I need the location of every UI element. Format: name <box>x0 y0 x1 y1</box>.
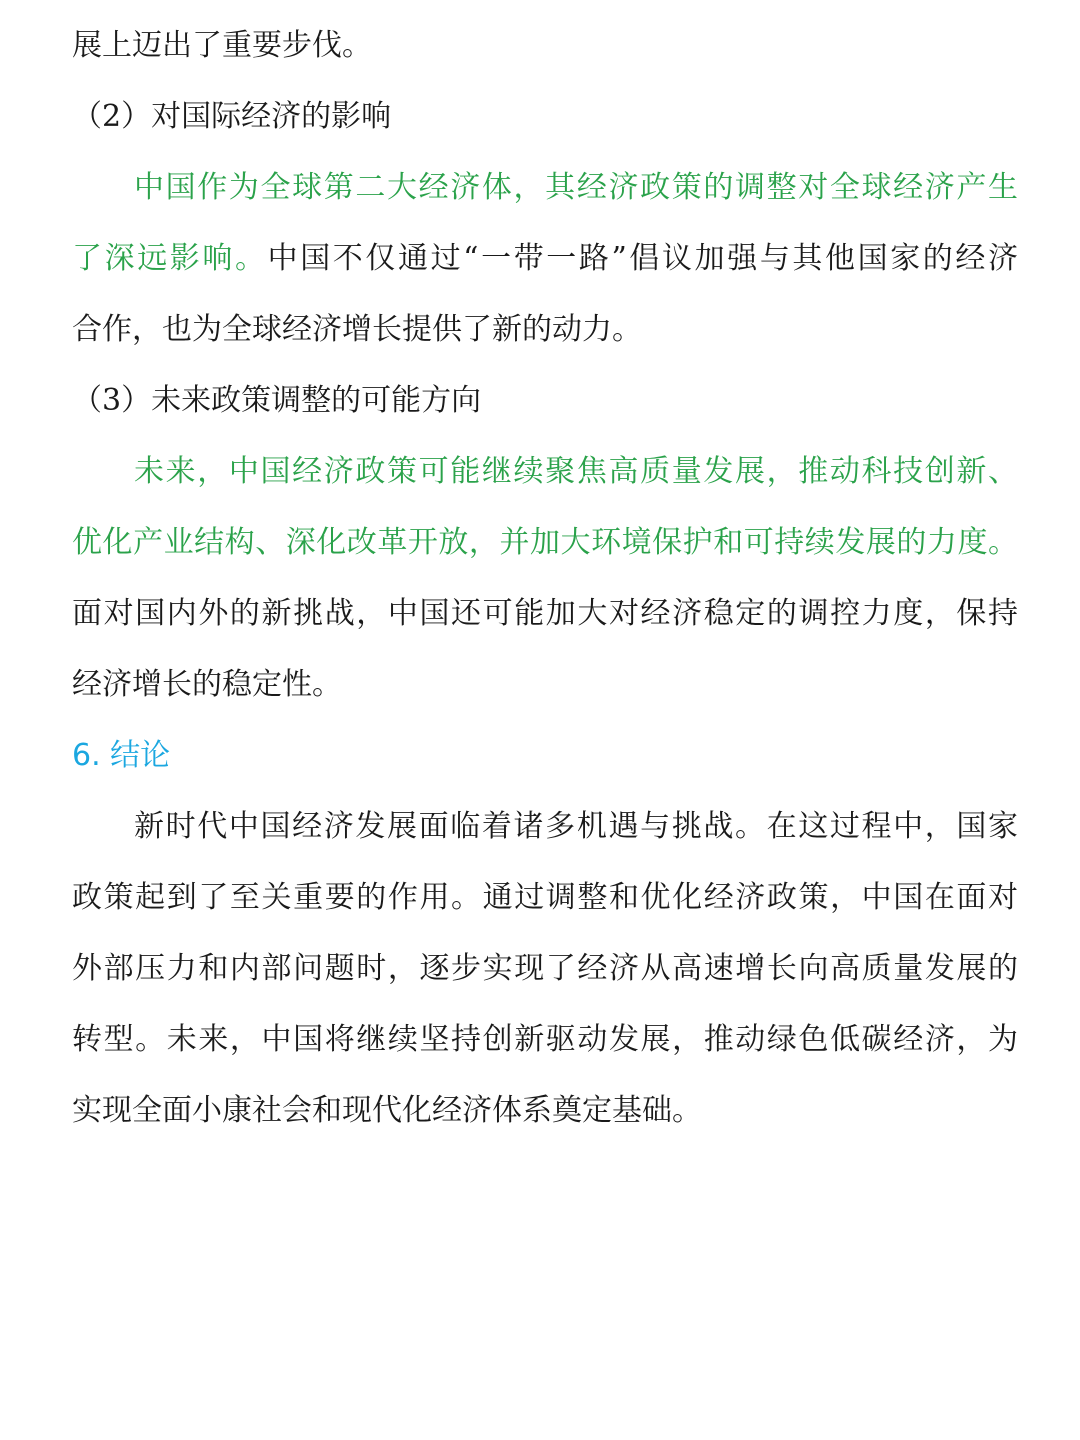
paragraph-line: 外部压力和内部问题时，逐步实现了经济从高速增长向高质量发展的 <box>72 951 1018 986</box>
paragraph-line: 展上迈出了重要步伐。 <box>72 28 372 63</box>
paragraph-line: 面对国内外的新挑战，中国还可能加大对经济稳定的调控力度，保持 <box>72 596 1018 631</box>
subheading-international-impact: （2）对国际经济的影响 <box>72 99 392 134</box>
paragraph-text-span: 中国不仅通过“一带一路”倡议加强与其他国家的经济 <box>267 241 1018 276</box>
paragraph-line: 新时代中国经济发展面临着诸多机遇与挑战。在这过程中，国家 <box>134 809 1018 844</box>
paragraph-line: 政策起到了至关重要的作用。通过调整和优化经济政策，中国在面对 <box>72 880 1018 915</box>
paragraph-line: 经济增长的稳定性。 <box>72 667 342 702</box>
highlighted-text-line: 中国作为全球第二大经济体，其经济政策的调整对全球经济产生 <box>134 170 1018 205</box>
document-page <box>72 0 1018 1146</box>
section-heading-conclusion: 6. 结论 <box>72 738 171 773</box>
paragraph-line-mixed <box>72 223 1018 294</box>
subheading-future-policy: （3）未来政策调整的可能方向 <box>72 383 482 418</box>
highlighted-text-span: 了深远影响。 <box>72 241 268 276</box>
paragraph-line: 合作，也为全球经济增长提供了新的动力。 <box>72 312 642 347</box>
highlighted-text-line: 优化产业结构、深化改革开放，并加大环境保护和可持续发展的力度。 <box>72 525 1018 560</box>
paragraph-line: 实现全面小康社会和现代化经济体系奠定基础。 <box>72 1093 702 1128</box>
paragraph-line: 转型。未来，中国将继续坚持创新驱动发展，推动绿色低碳经济，为 <box>72 1022 1018 1057</box>
highlighted-text-line: 未来，中国经济政策可能继续聚焦高质量发展，推动科技创新、 <box>134 454 1018 489</box>
